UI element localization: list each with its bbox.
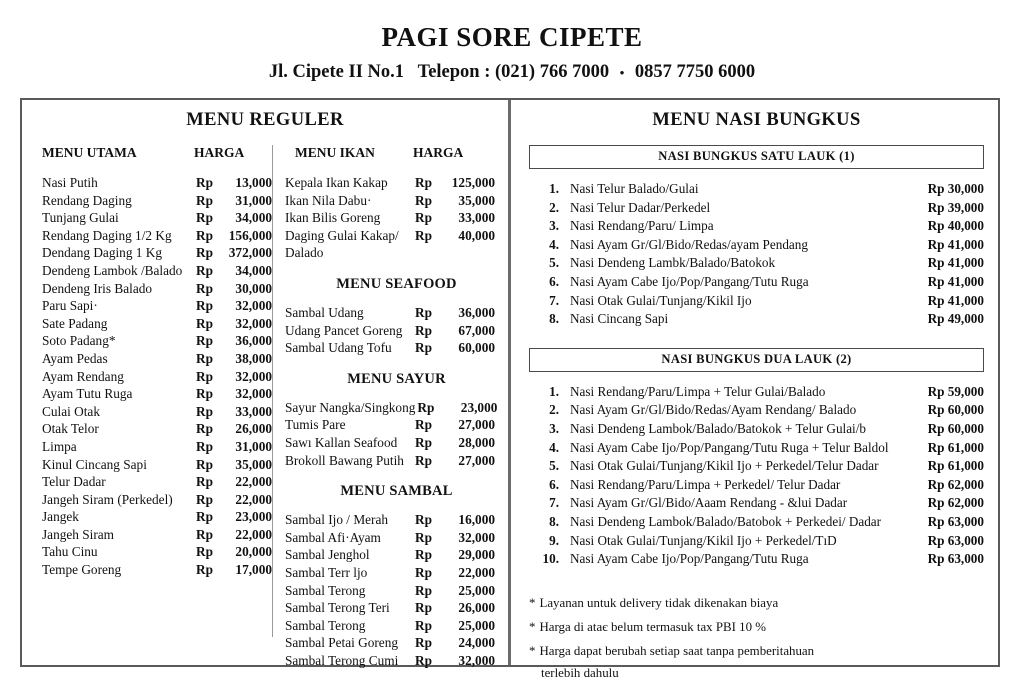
menu-sambal-item-name: Sambal Terong — [285, 582, 366, 598]
currency-label: Rp — [196, 403, 213, 419]
list-number: 8. — [549, 513, 559, 529]
menu-utama-item-name: Limpa — [42, 438, 77, 454]
currency-label: Rp — [196, 350, 213, 366]
currency-label: Rp — [196, 544, 213, 560]
menu-item-price: 34,000 — [235, 210, 272, 226]
menu-item-price: 33,000 — [458, 210, 495, 226]
asterisk-icon: * — [529, 619, 536, 634]
menu-item-price: 28,000 — [458, 434, 495, 450]
currency-label: Rp — [415, 652, 432, 668]
list-number: 2. — [549, 199, 559, 215]
dua-lauk-item-name: Nasi Otak Gulai/Tunjang/Kikil Ijo + Perkedel/TıD — [570, 532, 837, 548]
currency-label: Rp — [196, 262, 213, 278]
menu-sambal-title: MENU SAMBAL — [340, 483, 453, 500]
asterisk-icon: * — [529, 643, 536, 658]
dua-lauk-item-price: Rp 59,000 — [927, 383, 984, 399]
footer-note-text: Harga di ataє belum termasuk tax PBI 10 % — [539, 619, 766, 634]
satu-lauk-item-name: Nasi Rendang/Paru/ Limpa — [570, 218, 714, 234]
menu-item-price: 35,000 — [458, 192, 495, 208]
menu-utama-item-name: Tunjang Gulai — [42, 210, 119, 226]
list-number: 8. — [549, 311, 559, 327]
menu-item-row — [42, 561, 272, 579]
menu-item-price: 23,000 — [235, 509, 272, 525]
menu-item-row — [285, 511, 508, 529]
menu-utama-item-name: Jangeh Siram — [42, 526, 115, 542]
menu-sayur-item-name: Tumis Pare — [285, 417, 346, 433]
menu-item-price: 17,000 — [235, 562, 272, 578]
menu-item-row — [42, 262, 272, 280]
menu-item-price: 31,000 — [235, 438, 272, 454]
currency-label: Rp — [196, 368, 213, 384]
currency-label: Rp — [415, 417, 432, 433]
menu-utama-item-name: Jangeh Siram (Perkedel) — [42, 491, 173, 507]
menu-item-row — [285, 634, 508, 652]
asterisk-icon: * — [529, 595, 536, 610]
street-address: Jl. Cipete II No.1 — [268, 62, 405, 82]
menu-item-row — [42, 385, 272, 403]
telephone: Telepon : (021) 766 7000 — [417, 62, 610, 82]
currency-label: Rp — [415, 452, 432, 468]
nasi-bungkus-row — [529, 532, 984, 551]
nasi-bungkus-row — [529, 439, 984, 458]
menu-item-price: 16,000 — [458, 512, 495, 528]
menu-item-price: 32,000 — [235, 298, 272, 314]
currency-label: Rp — [196, 245, 213, 261]
menu-ikan-header — [285, 145, 508, 161]
nasi-bungkus-row — [529, 420, 984, 439]
dua-lauk-item-price: Rp 63,000 — [927, 532, 984, 548]
menu-reguler-title: MENU REGULER — [186, 110, 344, 130]
nasi-bungkus-row — [529, 217, 984, 236]
menu-item-row — [285, 174, 508, 192]
menu-item-row — [285, 227, 508, 245]
menu-item-row — [285, 617, 508, 635]
menu-item-row — [42, 508, 272, 526]
list-number: 7. — [549, 292, 559, 308]
dua-lauk-item-price: Rp 63,000 — [927, 513, 984, 529]
menu-utama-item-name: Tempe Goreng — [42, 562, 122, 578]
menu-ikan-item-name: Dalado — [285, 245, 324, 261]
menu-ikan-item-name: Kepala Ikan Kakap — [285, 175, 388, 190]
satu-lauk-item-name: Nasi Ayam Gr/Gl/Bido/Redas/ayam Pendang — [570, 236, 808, 252]
menu-sayur-title: MENU SAYUR — [347, 370, 446, 387]
menu-item-price: 67,000 — [458, 322, 495, 338]
currency-label: Rp — [415, 582, 432, 598]
nasi-bungkus-row — [529, 199, 984, 218]
dua-lauk-item-price: Rp 62,000 — [927, 476, 984, 492]
menu-utama-harga-label: HARGA — [194, 145, 245, 160]
footer-notes — [529, 595, 984, 682]
menu-item-price: 372,000 — [228, 245, 272, 261]
menu-nasi-bungkus-section — [511, 100, 998, 680]
currency-label: Rp — [196, 491, 213, 507]
menu-item-price: 32,000 — [235, 386, 272, 402]
list-number: 6. — [549, 273, 559, 289]
menu-reguler-section — [22, 100, 511, 668]
menu-item-row — [42, 438, 272, 456]
dua-lauk-item-name: Nasi Otak Gulai/Tunjang/Kikil Ijo + Perkedel/Telur Dadar — [570, 458, 879, 474]
currency-label: Rp — [415, 304, 432, 320]
menu-ikan-harga-label: HARGA — [413, 145, 464, 160]
menu-item-price: 27,000 — [458, 417, 495, 433]
satu-lauk-item-name: Nasi Ayam Cabe Ijo/Pop/Pangang/Tutu Ruga — [570, 273, 809, 289]
dua-lauk-item-name: Nasi Ayam Gr/Gl/Bido/Redas/Ayam Rendang/ Balado — [570, 402, 857, 418]
menu-item-price: 24,000 — [458, 635, 495, 651]
satu-lauk-item-name: Nasi Dendeng Lambk/Balado/Batokok — [570, 255, 776, 271]
satu-lauk-item-name: Nasi Cincang Sapi — [570, 311, 669, 327]
dua-lauk-item-price: Rp 61,000 — [927, 439, 984, 455]
dua-lauk-item-name: Nasi Ayam Gr/Gl/Bido/Aaam Rendang - &lui Dadar — [570, 495, 848, 511]
menu-item-row — [42, 227, 272, 245]
currency-label: Rp — [415, 322, 432, 338]
menu-item-row — [42, 526, 272, 544]
menu-ikan-item-name: Ikan Nila Dabu· — [285, 192, 372, 208]
menu-item-price: 31,000 — [235, 192, 272, 208]
menu-item-price: 25,000 — [458, 582, 495, 598]
menu-item-row — [285, 564, 508, 582]
menu-item-row — [285, 434, 508, 452]
menu-item-row — [42, 280, 272, 298]
menu-utama-item-name: Rendang Daging — [42, 192, 132, 208]
menu-utama-item-name: Jangek — [42, 509, 79, 525]
menu-item-row — [285, 209, 508, 227]
menu-utama-item-name: Tahu Cinu — [42, 544, 98, 560]
menu-sambal-item-name: Sambal Afi·Ayam — [285, 529, 381, 545]
menu-item-row — [285, 399, 508, 417]
satu-lauk-item-price: Rp 41,000 — [927, 236, 984, 252]
nasi-bungkus-row — [529, 254, 984, 273]
footer-note — [529, 595, 984, 612]
currency-label: Rp — [415, 192, 432, 208]
nasi-bungkus-row — [529, 457, 984, 476]
menu-item-row — [42, 420, 272, 438]
menu-ikan-label: MENU IKAN — [295, 145, 375, 160]
dua-lauk-item-name: Nasi Rendang/Paru/Limpa + Telur Gulai/Balado — [570, 383, 826, 399]
currency-label: Rp — [196, 192, 213, 208]
menu-item-price: 32,000 — [458, 529, 495, 545]
footer-note — [529, 643, 984, 660]
menu-utama-item-name: Paru Sapi· — [42, 298, 98, 314]
currency-label: Rp — [196, 280, 213, 296]
menu-item-price: 156,000 — [228, 227, 272, 243]
menu-item-price: 125,000 — [451, 175, 495, 190]
menu-item-price: 38,000 — [235, 350, 272, 366]
currency-label: Rp — [196, 456, 213, 472]
menu-sayur-item-name: Sawı Kallan Seafood — [285, 434, 398, 450]
menu-item-row — [285, 599, 508, 617]
menu-ikan-list — [285, 174, 508, 262]
menu-utama-list — [42, 174, 272, 579]
nasi-bungkus-row — [529, 273, 984, 292]
menu-utama-item-name: Sate Padang — [42, 315, 108, 331]
menu-item-price: 32,000 — [235, 315, 272, 331]
currency-label: Rp — [415, 340, 432, 356]
currency-label: Rp — [196, 298, 213, 314]
currency-label: Rp — [415, 600, 432, 616]
currency-label: Rp — [196, 227, 213, 243]
dua-lauk-list — [529, 383, 984, 569]
currency-label: Rp — [196, 421, 213, 437]
menu-ikan-item-name: Ikan Bilis Goreng — [285, 210, 381, 226]
menu-item-price: 22,000 — [235, 474, 272, 490]
menu-utama-item-name: Telur Dadar — [42, 474, 106, 490]
menu-item-row — [42, 368, 272, 386]
menu-frame — [20, 98, 1000, 680]
menu-utama-item-name: Dendeng Iris Balado — [42, 280, 153, 296]
currency-label: Rp — [196, 526, 213, 542]
dua-lauk-item-price: Rp 60,000 — [927, 420, 984, 436]
list-number: 5. — [549, 458, 559, 474]
menu-sambal-item-name: Sambal Ijo / Merah — [285, 512, 389, 528]
menu-nasi-bungkus-title: MENU NASI BUNGKUS — [652, 110, 861, 130]
currency-label: Rp — [415, 547, 432, 563]
currency-label: Rp — [415, 512, 432, 528]
menu-item-price: 34,000 — [235, 262, 272, 278]
dua-lauk-item-name: Nasi Rendang/Paru/Limpa + Perkedel/ Telur Dadar — [570, 476, 841, 492]
menu-item-price: 26,000 — [458, 600, 495, 616]
bullet-separator-icon: • — [619, 64, 625, 80]
menu-ikan-item-name: Daging Gulai Kakap/ — [285, 227, 399, 243]
menu-item-row — [285, 322, 508, 340]
menu-item-row — [42, 543, 272, 561]
menu-utama-header — [42, 145, 272, 161]
menu-item-row — [42, 297, 272, 315]
footer-note — [529, 665, 984, 682]
nasi-bungkus-row — [529, 383, 984, 402]
list-number: 3. — [549, 218, 559, 234]
menu-utama-item-name: Ayam Pedas — [42, 350, 108, 366]
currency-label: Rp — [415, 635, 432, 651]
satu-lauk-item-price: Rp 41,000 — [927, 292, 984, 308]
menu-item-row — [42, 174, 272, 192]
footer-note-text: Harga dapat berubah setiap saat tanpa pemberitahuan — [539, 643, 815, 658]
currency-label: Rp — [415, 210, 432, 226]
menu-utama-item-name: Ayam Tutu Ruga — [42, 386, 133, 402]
menu-item-price: 25,000 — [458, 617, 495, 633]
satu-lauk-item-price: Rp 41,000 — [927, 255, 984, 271]
menu-item-row — [42, 403, 272, 421]
menu-sambal-item-name: Sambal Terr ljo — [285, 564, 368, 580]
satu-lauk-item-name: Nasi Telur Dadar/Perkedel — [570, 199, 711, 215]
menu-item-row — [42, 350, 272, 368]
menu-item-row — [285, 192, 508, 210]
contact-line — [0, 62, 1024, 83]
list-number: 5. — [549, 255, 559, 271]
menu-item-price: 22,000 — [458, 564, 495, 580]
footer-note-text: terlebih dahulu — [541, 665, 619, 680]
dua-lauk-item-name: Nasi Dendeng Lambok/Balado/Batobok + Perkedei/ Dadar — [570, 513, 882, 529]
menu-utama-item-name: Dendeng Lambok /Balado — [42, 262, 183, 278]
menu-item-price: 40,000 — [458, 227, 495, 243]
menu-sayur-list — [285, 399, 508, 469]
section-spacer — [529, 329, 984, 348]
satu-lauk-item-price: Rp 49,000 — [927, 311, 984, 327]
menu-item-price: 26,000 — [235, 421, 272, 437]
menu-utama-item-name: Culai Otak — [42, 403, 100, 419]
dua-lauk-item-name: Nasi Dendeng Lambok/Balado/Batokok + Telur Gulai/b — [570, 420, 866, 436]
nasi-bungkus-row — [529, 476, 984, 495]
menu-item-price: 32,000 — [235, 368, 272, 384]
menu-sambal-item-name: Sambal Terong Cumi — [285, 652, 399, 668]
satu-lauk-item-price: Rp 40,000 — [927, 218, 984, 234]
menu-utama-item-name: Kinul Cincang Sapi — [42, 456, 147, 472]
currency-label: Rp — [415, 434, 432, 450]
currency-label: Rp — [196, 333, 213, 349]
menu-seafood-title: MENU SEAFOOD — [336, 275, 457, 292]
menu-item-row — [42, 244, 272, 262]
menu-item-row — [285, 529, 508, 547]
menu-item-row — [285, 416, 508, 434]
list-number: 1. — [549, 383, 559, 399]
menu-item-price: 36,000 — [458, 304, 495, 320]
menu-seafood-item-name: Sambal Udang — [285, 304, 364, 320]
satu-lauk-item-name: Nasi Otak Gulai/Tunjang/Kikil Ijo — [570, 292, 752, 308]
menu-item-price: 35,000 — [235, 456, 272, 472]
dua-lauk-item-price: Rp 60,000 — [927, 402, 984, 418]
currency-label: Rp — [196, 474, 213, 490]
menu-item-row — [285, 652, 508, 670]
menu-item-price: 27,000 — [458, 452, 495, 468]
menu-item-row — [42, 456, 272, 474]
dua-lauk-item-price: Rp 61,000 — [927, 458, 984, 474]
satu-lauk-item-price: Rp 39,000 — [927, 199, 984, 215]
menu-utama-item-name: Dendang Daging 1 Kg — [42, 245, 163, 261]
satu-lauk-box-title: NASI BUNGKUS SATU LAUK (1) — [529, 145, 984, 169]
currency-label: Rp — [196, 509, 213, 525]
menu-utama-item-name: Otak Telor — [42, 421, 99, 437]
list-number: 7. — [549, 495, 559, 511]
menu-utama-item-name: Soto Padang* — [42, 333, 116, 349]
menu-ikan-column — [273, 145, 508, 668]
list-number: 4. — [549, 236, 559, 252]
menu-sambal-list — [285, 511, 508, 669]
menu-sambal-item-name: Sambal Jenghol — [285, 547, 370, 563]
satu-lauk-item-price: Rp 30,000 — [927, 181, 984, 196]
page-header — [0, 0, 1024, 83]
menu-item-price: 36,000 — [235, 333, 272, 349]
menu-utama-label: MENU UTAMA — [42, 145, 137, 160]
menu-sambal-item-name: Sambal Terong — [285, 617, 366, 633]
nasi-bungkus-row — [529, 292, 984, 311]
menu-item-row — [285, 244, 508, 262]
list-number: 2. — [549, 402, 559, 418]
currency-label: Rp — [417, 399, 435, 415]
menu-utama-item-name: Ayam Rendang — [42, 368, 124, 384]
menu-item-price: 13,000 — [235, 175, 272, 190]
currency-label: Rp — [196, 562, 213, 578]
menu-seafood-list — [285, 304, 508, 357]
menu-item-price: 20,000 — [235, 544, 272, 560]
menu-item-row — [42, 491, 272, 509]
currency-label: Rp — [196, 315, 213, 331]
currency-label: Rp — [415, 529, 432, 545]
menu-seafood-item-name: Udang Pancet Goreng — [285, 322, 403, 338]
dua-lauk-box-title: NASI BUNGKUS DUA LAUK (2) — [529, 348, 984, 372]
menu-item-row — [285, 339, 508, 357]
menu-utama-item-name: Nasi Putih — [42, 175, 98, 190]
dua-lauk-item-name: Nasi Ayam Cabe Ijo/Pop/Pangang/Tutu Ruga — [570, 551, 809, 567]
satu-lauk-item-name: Nasi Telur Balado/Gulai — [570, 181, 699, 196]
restaurant-name: PAGI SORE CIPETE — [381, 22, 643, 52]
currency-label: Rp — [415, 175, 432, 190]
dua-lauk-item-price: Rp 62,000 — [927, 495, 984, 511]
menu-seafood-item-name: Sambal Udang Tofu — [285, 340, 392, 356]
list-number: 4. — [549, 439, 559, 455]
menu-utama-column — [22, 145, 273, 637]
menu-item-row — [285, 582, 508, 600]
list-number: 3. — [549, 420, 559, 436]
menu-sayur-item-name: Sayur Nangka/Singkong — [285, 399, 416, 415]
menu-item-price: 22,000 — [235, 491, 272, 507]
menu-item-price: 60,000 — [458, 340, 495, 356]
menu-item-row — [42, 209, 272, 227]
currency-label: Rp — [196, 210, 213, 226]
nasi-bungkus-row — [529, 550, 984, 569]
nasi-bungkus-row — [529, 236, 984, 255]
satu-lauk-list — [529, 180, 984, 329]
menu-item-row — [285, 452, 508, 470]
menu-item-row — [285, 304, 508, 322]
nasi-bungkus-row — [529, 513, 984, 532]
currency-label: Rp — [415, 617, 432, 633]
nasi-bungkus-row — [529, 401, 984, 420]
menu-sayur-item-name: Brokoll Bawang Putih — [285, 452, 404, 468]
mobile-number: 0857 7750 6000 — [634, 62, 756, 82]
footer-note — [529, 619, 984, 636]
dua-lauk-item-price: Rp 63,000 — [927, 551, 984, 567]
menu-item-price: 30,000 — [235, 280, 272, 296]
menu-item-row — [42, 473, 272, 491]
menu-item-row — [285, 546, 508, 564]
satu-lauk-item-price: Rp 41,000 — [927, 273, 984, 289]
nasi-bungkus-row — [529, 494, 984, 513]
nasi-bungkus-row — [529, 310, 984, 329]
menu-item-price: 23,000 — [460, 399, 498, 415]
list-number: 1. — [549, 181, 559, 196]
list-number: 9. — [549, 532, 559, 548]
footer-note-text: Layanan untuk delivery tidak dikenakan biaya — [539, 595, 779, 610]
menu-item-price: 29,000 — [458, 547, 495, 563]
currency-label: Rp — [196, 438, 213, 454]
menu-item-row — [42, 192, 272, 210]
currency-label: Rp — [415, 227, 432, 243]
menu-item-row — [42, 315, 272, 333]
menu-item-price: 32,000 — [458, 652, 495, 668]
menu-sambal-item-name: Sambal Petai Goreng — [285, 635, 398, 651]
list-number: 10. — [542, 551, 559, 567]
menu-utama-item-name: Rendang Daging 1/2 Kg — [42, 227, 172, 243]
menu-item-price: 33,000 — [235, 403, 272, 419]
currency-label: Rp — [415, 564, 432, 580]
currency-label: Rp — [196, 386, 213, 402]
dua-lauk-item-name: Nasi Ayam Cabe Ijo/Pop/Pangang/Tutu Ruga + Telur Baldol — [570, 439, 889, 455]
menu-item-row — [42, 332, 272, 350]
nasi-bungkus-row — [529, 180, 984, 199]
currency-label: Rp — [196, 175, 213, 190]
menu-sambal-item-name: Sambal Terong Teri — [285, 600, 390, 616]
list-number: 6. — [549, 476, 559, 492]
menu-item-price: 22,000 — [235, 526, 272, 542]
